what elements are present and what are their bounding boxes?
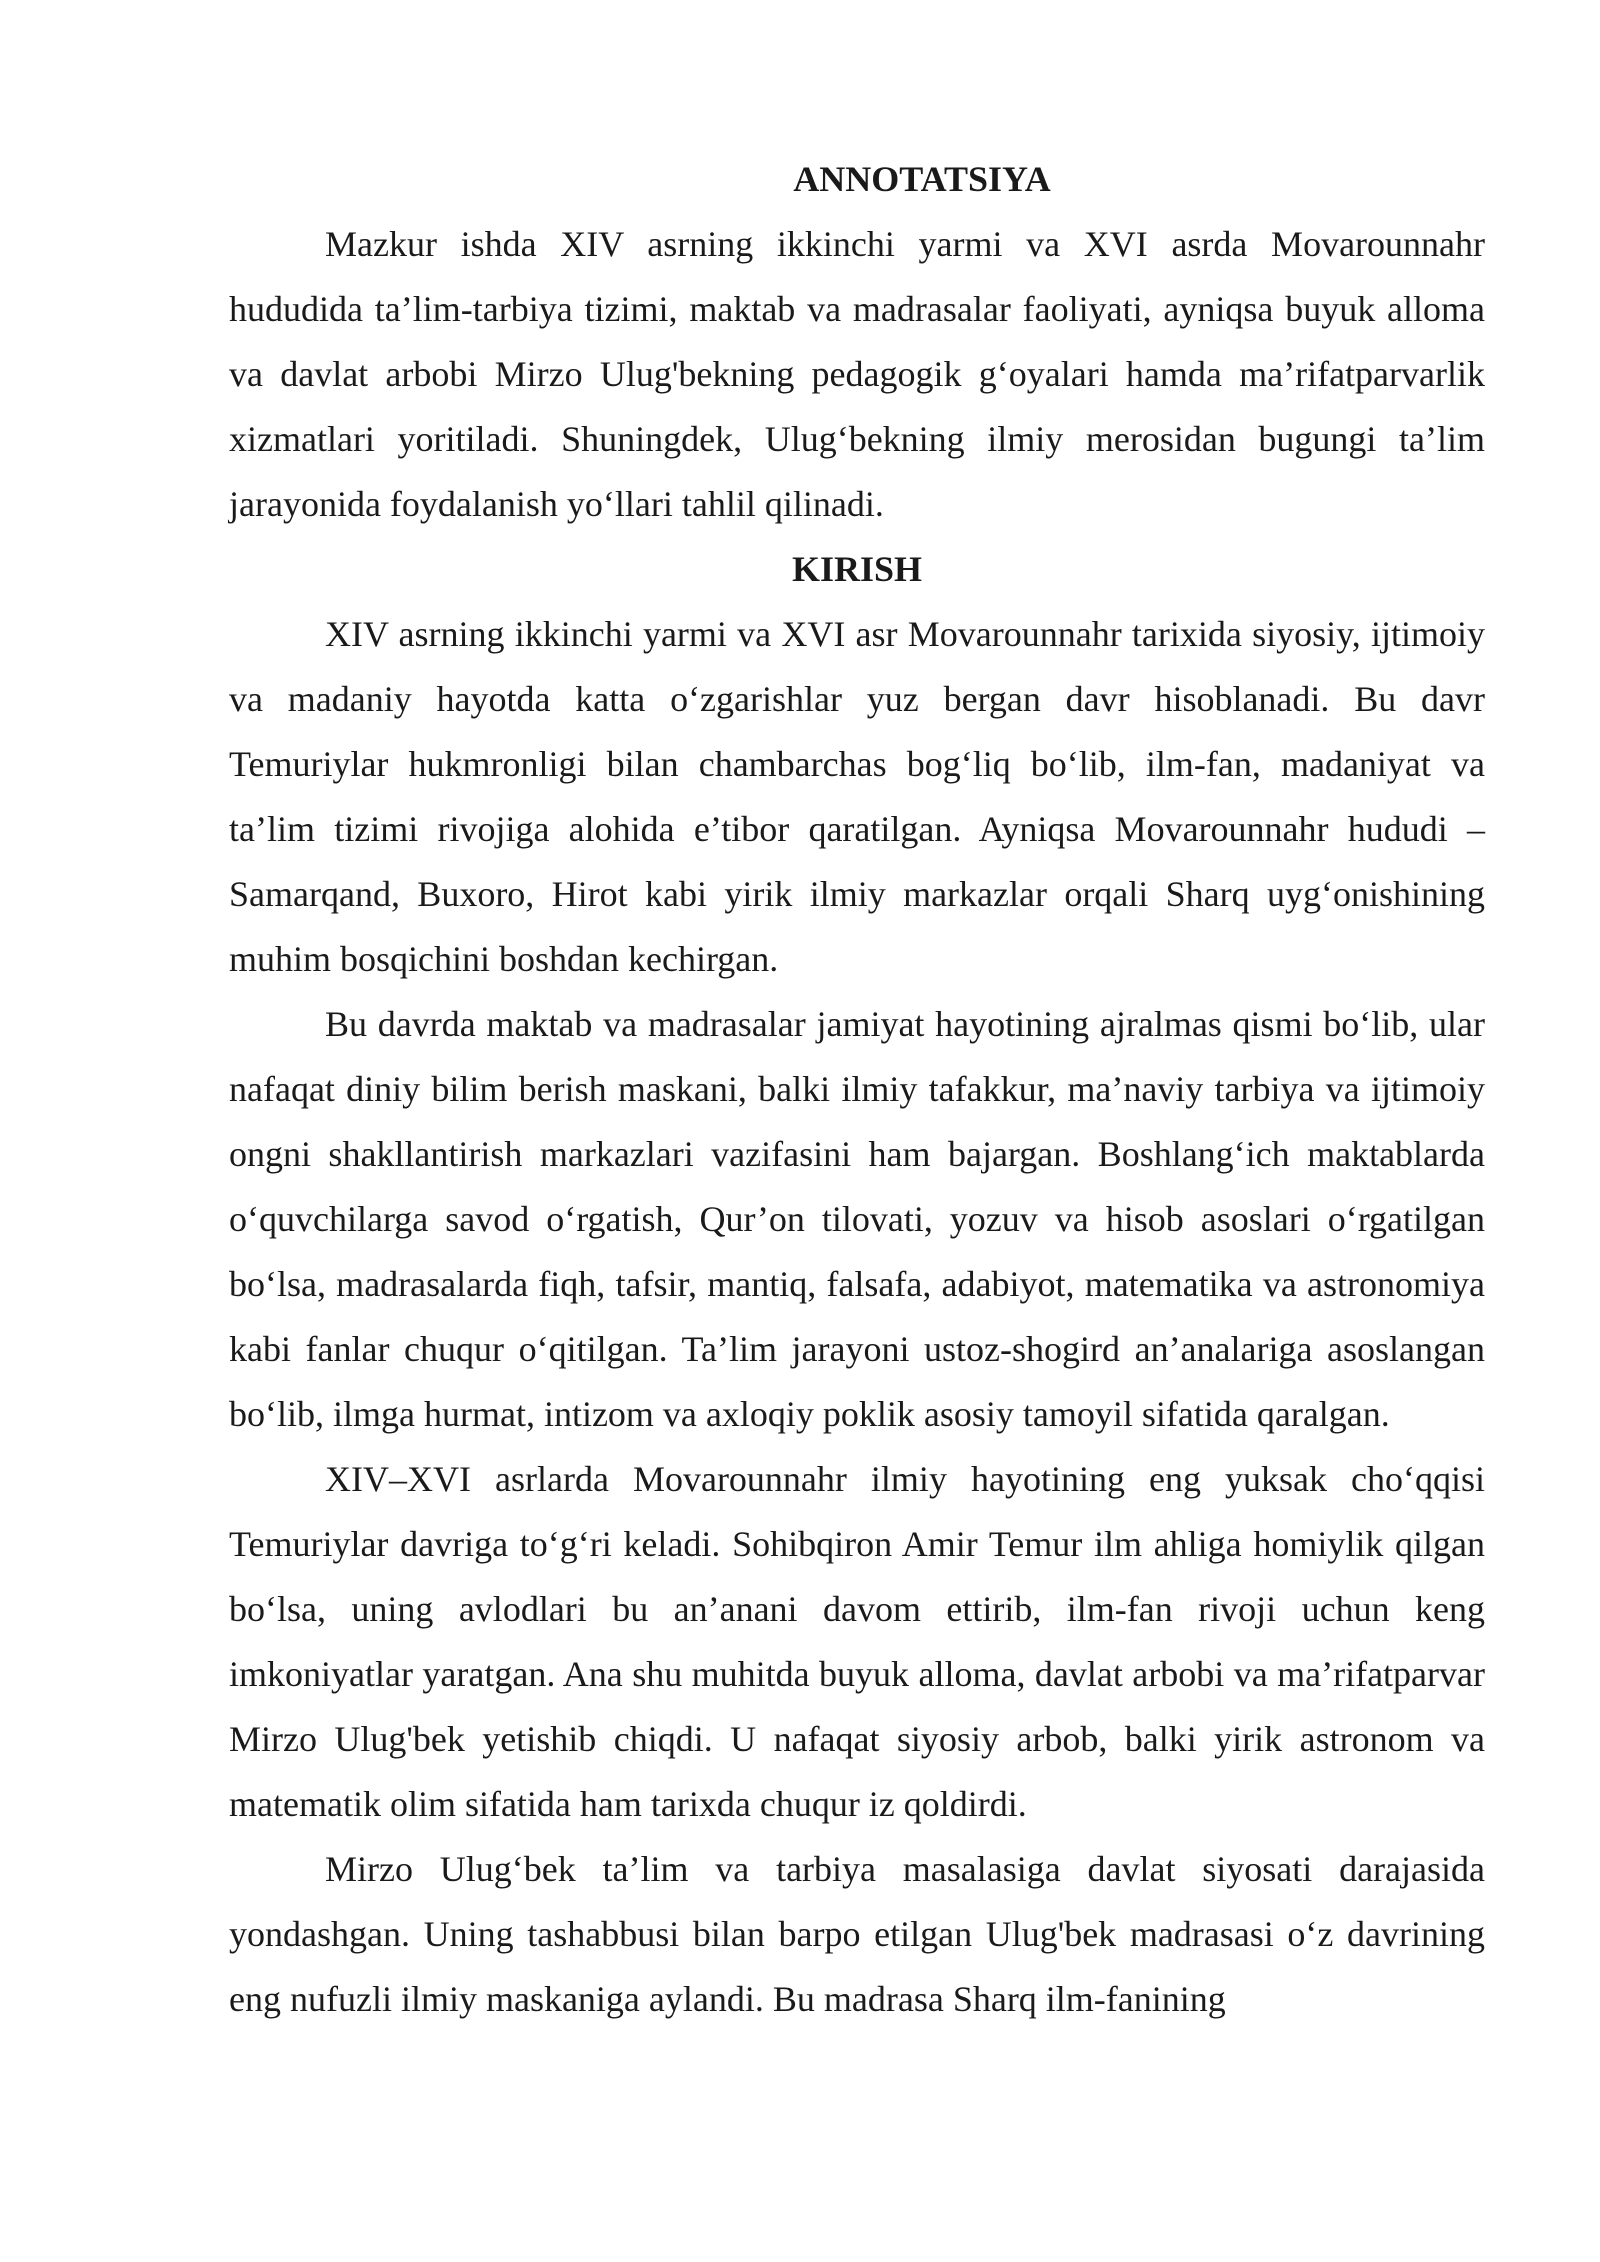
introduction-paragraph-2: Bu davrda maktab va madrasalar jamiyat hayotining ajralmas qismi bo‘lib, ular nafaqat diniy bilim berish maskani, balki ilmiy tafakkur, ma’naviy tarbiya va ijtimoiy ongni shakllantirish markazlari vazifasini ham bajargan. Boshlang‘ich maktablarda o‘quvchilarga savod o‘rgatish, Qur’on tilovati, yozuv va hisob asoslari o‘rgatilgan bo‘lsa, madrasalarda fiqh, tafsir, mantiq, falsafa, adabiyot, matematika va astronomiya kabi fanlar chuqur o‘qitilgan. Ta’lim jarayoni ustoz-shogird an’analariga asoslangan bo‘lib, ilmga hurmat, intizom va axloqiy poklik asosiy tamoyil sifatida qaralgan.	[229, 1004, 1485, 1434]
annotation-heading: ANNOTATSIYA	[793, 159, 1051, 199]
introduction-paragraph-4: Mirzo Ulug‘bek ta’lim va tarbiya masalasiga davlat siyosati darajasida yondashgan. Uning tashabbusi bilan barpo etilgan Ulug'bek madrasasi o‘z davrining eng nufuzli ilmiy maskaniga aylandi. Bu madrasa Sharq ilm-fanining	[229, 1849, 1485, 2019]
document-body	[229, 147, 1485, 2032]
introduction-heading: KIRISH	[791, 549, 923, 589]
annotation-paragraph: Mazkur ishda XIV asrning ikkinchi yarmi va XVI asrda Movarounnahr hududida ta’lim-tarbiya tizimi, maktab va madrasalar faoliyati, ayniqsa buyuk alloma va davlat arbobi Mirzo Ulug'bekning pedagogik g‘oyalari hamda ma’rifatparvarlik xizmatlari yoritiladi. Shuningdek, Ulug‘bekning ilmiy merosidan bugungi ta’lim jarayonida foydalanish yo‘llari tahlil qilinadi.	[229, 224, 1485, 524]
introduction-paragraph-3: XIV–XVI asrlarda Movarounnahr ilmiy hayotining eng yuksak cho‘qqisi Temuriylar davriga to‘g‘ri keladi. Sohibqiron Amir Temur ilm ahliga homiylik qilgan bo‘lsa, uning avlodlari bu an’anani davom ettirib, ilm-fan rivoji uchun keng imkoniyatlar yaratgan. Ana shu muhitda buyuk alloma, davlat arbobi va ma’rifatparvar Mirzo Ulug'bek yetishib chiqdi. U nafaqat siyosiy arbob, balki yirik astronom va matematik olim sifatida ham tarixda chuqur iz qoldirdi.	[229, 1459, 1485, 1824]
introduction-paragraph-1: XIV asrning ikkinchi yarmi va XVI asr Movarounnahr tarixida siyosiy, ijtimoiy va madaniy hayotda katta o‘zgarishlar yuz bergan davr hisoblanadi. Bu davr Temuriylar hukmronligi bilan chambarchas bog‘liq bo‘lib, ilm-fan, madaniyat va ta’lim tizimi rivojiga alohida e’tibor qaratilgan. Ayniqsa Movarounnahr hududi – Samarqand, Buxoro, Hirot kabi yirik ilmiy markazlar orqali Sharq uyg‘onishining muhim bosqichini boshdan kechirgan.	[229, 614, 1485, 979]
